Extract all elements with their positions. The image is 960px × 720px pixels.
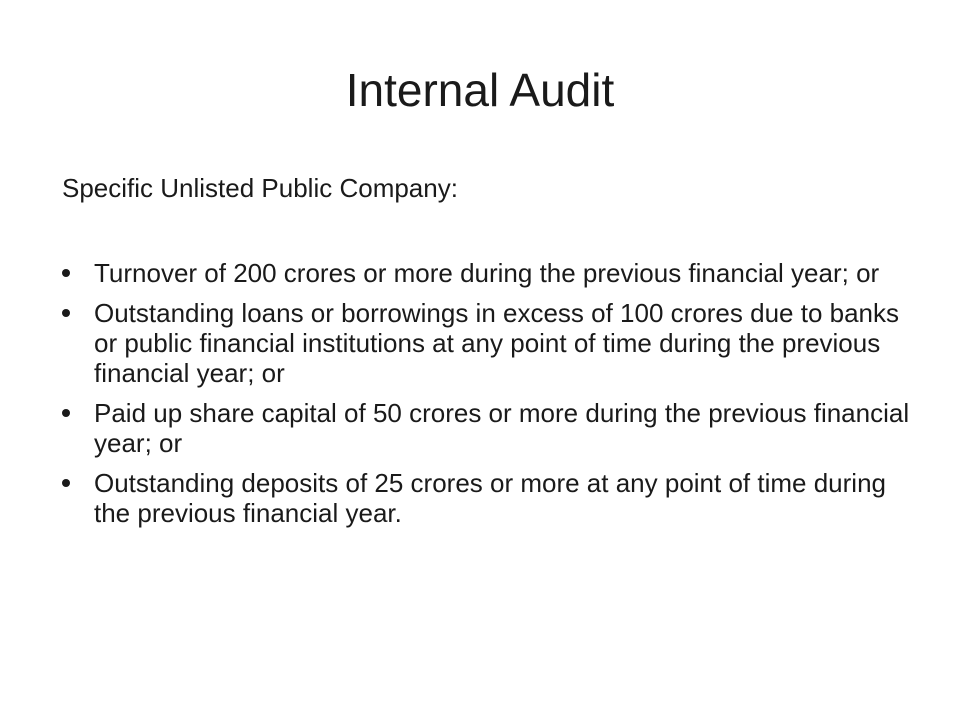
- bullet-text: Turnover of 200 crores or more during the previous financial year; or: [94, 258, 880, 288]
- bullet-item: [62, 398, 922, 458]
- bullet-list: [62, 258, 922, 538]
- bullet-item: [62, 468, 922, 528]
- slide-subtitle: Specific Unlisted Public Company:: [62, 173, 458, 203]
- bullet-text: Outstanding loans or borrowings in excess of 100 crores due to banks or public financial institutions at any point of time during the previous financial year; or: [94, 298, 900, 388]
- bullet-item: [62, 258, 922, 288]
- bullet-icon: [62, 409, 70, 417]
- bullet-text: Paid up share capital of 50 crores or more during the previous financial year; or: [94, 398, 910, 458]
- slide-title: Internal Audit: [345, 64, 615, 116]
- bullet-icon: [62, 309, 70, 317]
- bullet-item: [62, 298, 922, 388]
- bullet-icon: [62, 479, 70, 487]
- bullet-icon: [62, 269, 70, 277]
- bullet-text: Outstanding deposits of 25 crores or more at any point of time during the previous financial year.: [94, 468, 886, 528]
